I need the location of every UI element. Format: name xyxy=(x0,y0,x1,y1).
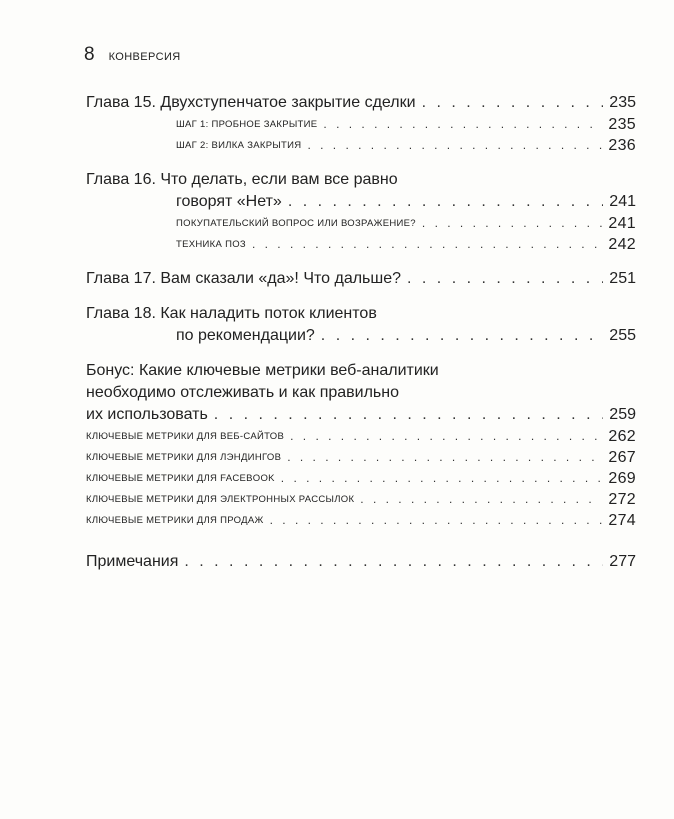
subentry-title: ТЕХНИКА ПОЗ xyxy=(176,239,246,250)
toc-notes xyxy=(86,551,636,573)
dot-leader xyxy=(287,447,602,468)
subentry-title: КЛЮЧЕВЫЕ МЕТРИКИ ДЛЯ ЭЛЕКТРОННЫХ РАССЫЛОК xyxy=(86,494,355,505)
dot-leader xyxy=(323,114,602,135)
bonus-title-line: необходимо отслеживать и как правильно xyxy=(86,384,399,401)
notes-title: Примечания xyxy=(86,553,179,570)
toc-chapter-17 xyxy=(86,268,636,290)
dot-leader xyxy=(422,92,604,114)
page-ref: 242 xyxy=(608,236,636,253)
dot-leader xyxy=(270,510,603,531)
dot-leader xyxy=(288,191,603,213)
dot-leader xyxy=(321,325,604,347)
toc-entry[interactable] xyxy=(86,404,636,426)
page-ref: 262 xyxy=(608,428,636,445)
chapter-title: Что делать, если вам все равно xyxy=(160,171,398,188)
toc-subentry[interactable] xyxy=(86,489,636,510)
chapter-label: Глава 17. xyxy=(86,270,156,287)
toc-entry[interactable] xyxy=(86,191,636,213)
chapter-title: Вам сказали «да»! Что дальше? xyxy=(160,270,402,287)
page-ref: 241 xyxy=(609,193,636,210)
toc-subentry[interactable] xyxy=(86,426,636,447)
toc-entry-line xyxy=(86,303,636,325)
toc-subentry[interactable] xyxy=(86,234,636,255)
subentry-title: КЛЮЧЕВЫЕ МЕТРИКИ ДЛЯ ЛЭНДИНГОВ xyxy=(86,452,282,463)
dot-leader xyxy=(252,234,602,255)
bonus-title-cont: их использовать xyxy=(86,406,208,423)
page-ref: 236 xyxy=(608,137,636,154)
toc-entry-line xyxy=(86,169,636,191)
subentry-title: ШАГ 2: ВИЛКА ЗАКРЫТИЯ xyxy=(176,140,302,151)
toc-chapter-18 xyxy=(86,303,636,347)
page-ref: 259 xyxy=(609,406,636,423)
page-ref: 277 xyxy=(609,553,636,570)
table-of-contents xyxy=(86,92,636,586)
chapter-title-cont: по рекомендации? xyxy=(176,327,315,344)
dot-leader xyxy=(184,551,603,573)
running-title: КОНВЕРСИЯ xyxy=(108,51,181,63)
chapter-title: Как наладить поток клиентов xyxy=(160,305,377,322)
page-ref: 272 xyxy=(608,491,636,508)
page-number: 8 xyxy=(84,44,95,65)
toc-subentry[interactable] xyxy=(86,213,636,234)
subentry-title: КЛЮЧЕВЫЕ МЕТРИКИ ДЛЯ FACEBOOK xyxy=(86,473,275,484)
toc-chapter-16 xyxy=(86,169,636,255)
page-ref: 269 xyxy=(608,470,636,487)
toc-subentry[interactable] xyxy=(86,114,636,135)
dot-leader xyxy=(360,489,602,510)
subentry-title: КЛЮЧЕВЫЕ МЕТРИКИ ДЛЯ ПРОДАЖ xyxy=(86,515,264,526)
toc-chapter-15 xyxy=(86,92,636,156)
chapter-title-cont: говорят «Нет» xyxy=(176,193,282,210)
toc-subentry[interactable] xyxy=(86,510,636,531)
toc-entry[interactable] xyxy=(86,551,636,573)
toc-subentry[interactable] xyxy=(86,468,636,489)
subentry-title: ПОКУПАТЕЛЬСКИЙ ВОПРОС ИЛИ ВОЗРАЖЕНИЕ? xyxy=(176,218,416,229)
page-ref: 255 xyxy=(609,327,636,344)
page-ref: 267 xyxy=(608,449,636,466)
chapter-label: Глава 16. xyxy=(86,171,156,188)
page-ref: 241 xyxy=(608,215,636,232)
dot-leader xyxy=(307,135,602,156)
dot-leader xyxy=(407,268,603,290)
page-ref: 251 xyxy=(609,270,636,287)
toc-subentry[interactable] xyxy=(86,135,636,156)
toc-entry[interactable] xyxy=(86,92,636,114)
chapter-title: Двухступенчатое закрытие сделки xyxy=(160,94,416,111)
subentry-title: КЛЮЧЕВЫЕ МЕТРИКИ ДЛЯ ВЕБ-САЙТОВ xyxy=(86,431,285,442)
page-ref: 235 xyxy=(609,94,636,111)
dot-leader xyxy=(422,213,602,234)
dot-leader xyxy=(214,404,604,426)
chapter-label: Глава 18. xyxy=(86,305,156,322)
subentry-title: ШАГ 1: ПРОБНОЕ ЗАКРЫТИЕ xyxy=(176,119,318,130)
chapter-label: Глава 15. xyxy=(86,94,156,111)
page-ref: 235 xyxy=(608,116,636,133)
toc-entry[interactable] xyxy=(86,268,636,290)
bonus-title-line: Бонус: Какие ключевые метрики веб-аналитики xyxy=(86,362,439,379)
toc-subentry[interactable] xyxy=(86,447,636,468)
toc-bonus xyxy=(86,360,636,531)
toc-entry[interactable] xyxy=(86,325,636,347)
dot-leader xyxy=(281,468,603,489)
dot-leader xyxy=(290,426,602,447)
page-ref: 274 xyxy=(608,512,636,529)
page-header xyxy=(84,44,181,66)
